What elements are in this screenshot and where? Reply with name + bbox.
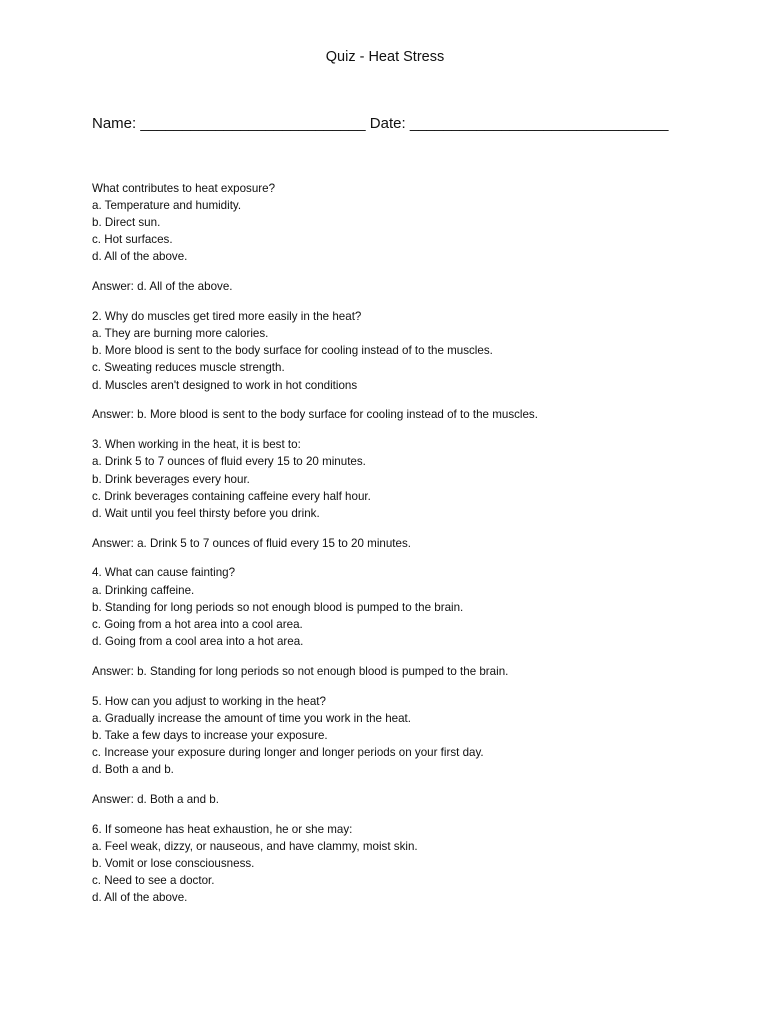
- question-block: [92, 436, 712, 551]
- answer-option: a. Feel weak, dizzy, or nauseous, and have clammy, moist skin.: [92, 839, 418, 853]
- answer-option: c. Increase your exposure during longer and longer periods on your first day.: [92, 745, 484, 759]
- answer-option: b. More blood is sent to the body surface for cooling instead of to the muscles.: [92, 344, 493, 358]
- answer-option: a. Drinking caffeine.: [92, 583, 195, 597]
- answer-option: a. Temperature and humidity.: [92, 199, 242, 213]
- answer-option: b. Take a few days to increase your exposure.: [92, 728, 328, 742]
- answer-option: d. Muscles aren't designed to work in hot conditions: [92, 378, 358, 392]
- answer-option: d. All of the above.: [92, 891, 188, 905]
- answer-option: c. Drink beverages containing caffeine every half hour.: [92, 489, 371, 503]
- page-title: Quiz - Heat Stress: [325, 49, 445, 65]
- answer-key: Answer: b. Standing for long periods so not enough blood is pumped to the brain.: [92, 664, 509, 678]
- answer-option: b. Vomit or lose consciousness.: [92, 856, 255, 870]
- date-label: Date:: [369, 115, 406, 132]
- answer-option: b. Drink beverages every hour.: [92, 472, 250, 486]
- answer-option: d. Wait until you feel thirsty before you drink.: [92, 506, 320, 520]
- question-block: [92, 821, 712, 906]
- answer-option: c. Going from a hot area into a cool area.: [92, 617, 303, 631]
- question-list: [92, 180, 712, 906]
- answer-key: Answer: d. All of the above.: [92, 280, 233, 294]
- question-text: 5. How can you adjust to working in the heat?: [92, 694, 326, 708]
- answer-key: Answer: b. More blood is sent to the body surface for cooling instead of to the muscles.: [92, 408, 538, 422]
- question-text: 4. What can cause fainting?: [92, 566, 236, 580]
- answer-option: b. Standing for long periods so not enough blood is pumped to the brain.: [92, 600, 464, 614]
- answer-option: a. Gradually increase the amount of time you work in the heat.: [92, 711, 411, 725]
- question-text: 3. When working in the heat, it is best to:: [92, 438, 301, 452]
- question-block: [92, 180, 712, 295]
- answer-option: a. They are burning more calories.: [92, 327, 269, 341]
- name-label: Name:: [92, 115, 137, 132]
- answer-option: b. Direct sun.: [92, 216, 161, 230]
- answer-option: c. Sweating reduces muscle strength.: [92, 361, 285, 375]
- question-text: 2. Why do muscles get tired more easily in the heat?: [92, 310, 362, 324]
- date-blank-line: _______________________________: [409, 115, 669, 132]
- answer-option: a. Drink 5 to 7 ounces of fluid every 15 to 20 minutes.: [92, 455, 366, 469]
- answer-option: c. Hot surfaces.: [92, 233, 173, 247]
- answer-option: d. Both a and b.: [92, 763, 174, 776]
- name-date-row: [92, 115, 692, 133]
- question-block: [92, 693, 712, 808]
- answer-key: Answer: d. Both a and b.: [92, 792, 219, 806]
- name-blank-line: ___________________________: [140, 115, 366, 132]
- question-block: [92, 308, 712, 423]
- question-block: [92, 564, 712, 679]
- answer-option: d. Going from a cool area into a hot area.: [92, 634, 304, 648]
- answer-key: Answer: a. Drink 5 to 7 ounces of fluid every 15 to 20 minutes.: [92, 536, 411, 550]
- answer-option: c. Need to see a doctor.: [92, 874, 215, 888]
- answer-option: d. All of the above.: [92, 250, 188, 264]
- question-text: What contributes to heat exposure?: [92, 182, 276, 195]
- question-text: 6. If someone has heat exhaustion, he or she may:: [92, 822, 353, 836]
